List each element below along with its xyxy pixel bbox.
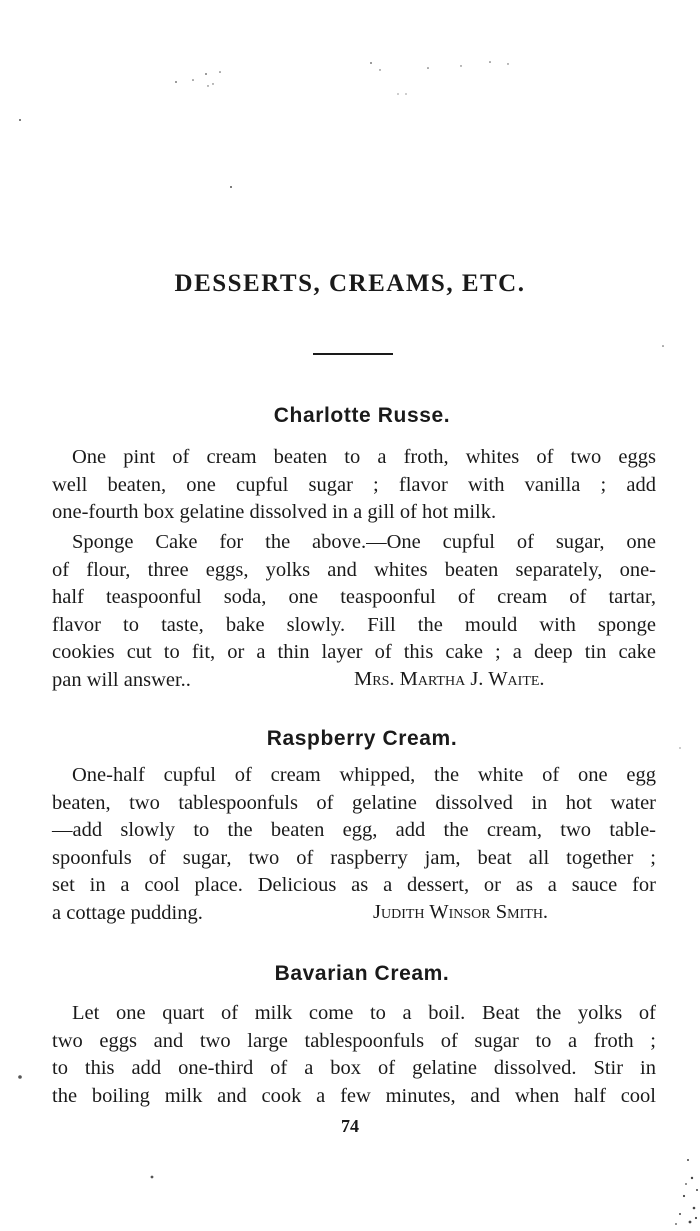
recipe-paragraph [52, 762, 656, 927]
signature: Judith Winsor Smith. [373, 901, 549, 923]
recipe-paragraph [52, 529, 656, 694]
recipe-title-bavarian-cream: Bavarian Cream. [274, 962, 450, 985]
title-divider [313, 353, 393, 355]
page-number: 74 [341, 1116, 359, 1136]
text-line: pan will answer.. [52, 668, 191, 691]
text-line: half teaspoonful soda, one teaspoonful of cream of tartar, [52, 586, 656, 608]
text-line: one-fourth box gelatine dissolved in a gill of hot milk. [52, 501, 497, 523]
text-line: Let one quart of milk come to a boil. Beat the yolks of [72, 1002, 656, 1024]
text-line: set in a cool place. Delicious as a dessert, or as a sauce for [52, 874, 656, 896]
text-line: One pint of cream beaten to a froth, whites of two eggs [72, 446, 656, 468]
text-line: One-half cupful of cream whipped, the white of one egg [72, 764, 656, 786]
text-line: a cottage pudding. [52, 901, 203, 924]
text-line: to this add one-third of a box of gelatine dissolved. Stir in [52, 1057, 656, 1079]
recipe-paragraph [52, 444, 656, 527]
text-line: Sponge Cake for the above.—One cupful of sugar, one [72, 531, 656, 553]
text-line: spoonfuls of sugar, two of raspberry jam, beat all together ; [52, 846, 656, 869]
text-line: of flour, three eggs, yolks and whites beaten separately, one- [52, 558, 656, 581]
recipe-paragraph [52, 1000, 656, 1110]
text-line: beaten, two tablespoonfuls of gelatine dissolved in hot water [52, 791, 656, 814]
chapter-title: DESSERTS, CREAMS, ETC. [174, 270, 526, 297]
text-line: well beaten, one cupful sugar ; flavor with vanilla ; add [52, 473, 656, 496]
text-line: cookies cut to fit, or a thin layer of this cake ; a deep tin cake [52, 641, 656, 663]
signature: Mrs. Martha J. Waite. [354, 668, 545, 690]
text-line: the boiling milk and cook a few minutes, and when half cool [52, 1084, 656, 1107]
text-line: —add slowly to the beaten egg, add the cream, two table- [52, 819, 656, 841]
text-line: two eggs and two large tablespoonfuls of sugar to a froth ; [52, 1029, 656, 1052]
text-line: flavor to taste, bake slowly. Fill the mould with sponge [52, 613, 656, 636]
recipe-title-charlotte-russe: Charlotte Russe. [273, 404, 451, 427]
recipe-title-raspberry-cream: Raspberry Cream. [266, 727, 458, 750]
